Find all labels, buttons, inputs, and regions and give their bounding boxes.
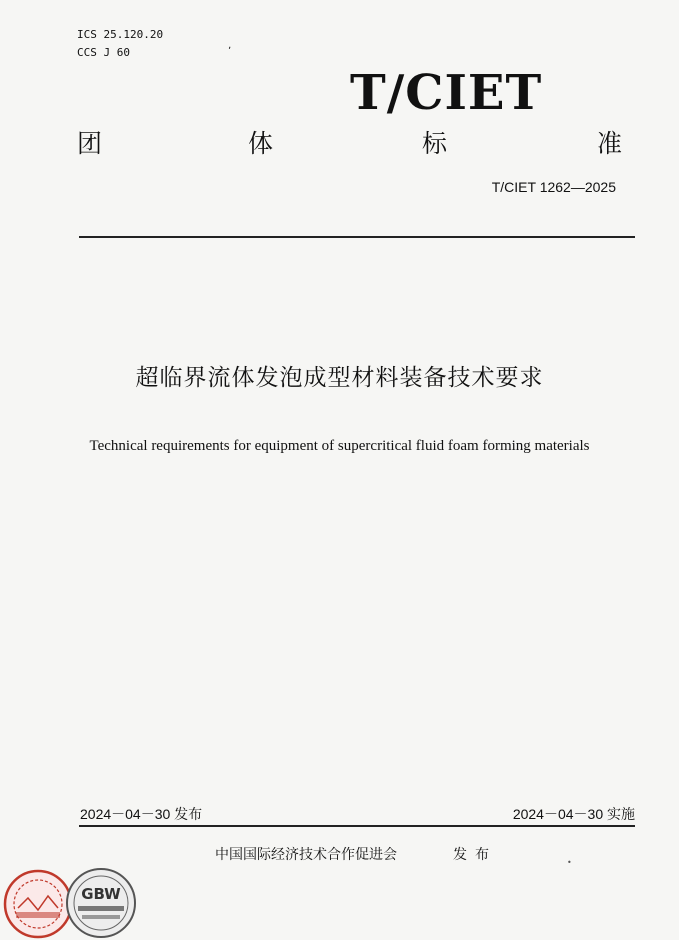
stamp-text: GBW — [81, 885, 121, 903]
title-english: Technical requirements for equipment of supercritical fluid foam forming materials — [89, 438, 590, 454]
implement-date: 2024－04－30 实施 — [512, 806, 635, 822]
issue-date: 2024－04－30 发布 — [80, 806, 203, 822]
stray-dot: • — [567, 858, 572, 867]
footer-divider — [79, 825, 635, 827]
stray-mark: ʼ — [228, 46, 232, 57]
category-char-3: 标 — [422, 129, 448, 158]
ics-code: ICS 25.120.20 — [77, 28, 164, 41]
publish-label: 发布 — [453, 847, 497, 863]
category-char-1: 团 — [77, 129, 103, 158]
ccs-code: CCS J 60 — [77, 46, 130, 59]
header-divider — [79, 236, 635, 238]
publisher-name: 中国国际经济技术合作促进会 — [215, 847, 397, 863]
gbw-stamp-icon — [64, 866, 138, 940]
category-char-4: 准 — [597, 129, 623, 158]
org-logo-text: T/CIET — [350, 65, 543, 121]
category-char-2: 体 — [248, 129, 274, 158]
title-chinese: 超临界流体发泡成型材料装备技术要求 — [135, 365, 544, 391]
standard-code: T/CIET 1262—2025 — [491, 179, 616, 195]
